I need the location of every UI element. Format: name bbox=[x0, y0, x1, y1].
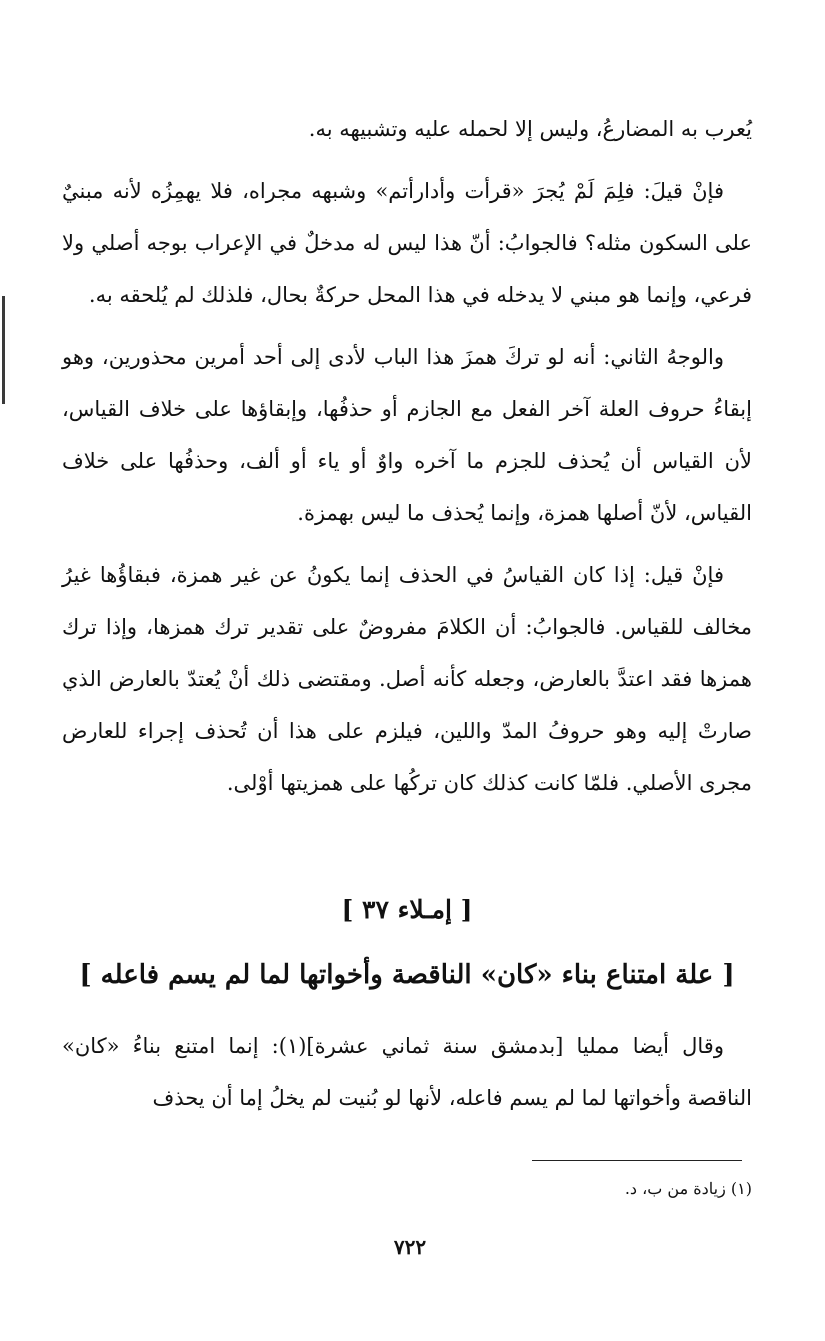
page-number: ٧٢٢ bbox=[393, 1235, 427, 1259]
closing-paragraph: وقال أيضا ممليا [بدمشق سنة ثماني عشرة](١): إنما امتنع بناءُ «كان» الناقصة وأخواتها لما لم يسم فاعله، لأنها لو بُنيت لم يخلُ إما أن يحذف bbox=[62, 1034, 752, 1110]
paragraph-4: فإنْ قيل: إذا كان القياسُ في الحذف إنما يكونُ عن غير همزة، فبقاؤُها غيرُ مخالف للقياس. فالجوابُ: أن الكلامَ مفروضٌ على تقدير ترك همزها، وإذا ترك همزها فقد اعتدَّ بالعارض، وجعله كأنه أصل. ومقتضى ذلك أنْ يُعتدّ بالعارض الذي صارتْ إليه وهو حروفُ المدّ واللين، فيلزم على هذا أن تُحذف إجراء للعارض مجرى الأصلي. فلمّا كانت كذلك كان تركُها على همزيتها أوْلى. bbox=[62, 563, 752, 795]
binding-edge-mark bbox=[2, 296, 5, 404]
main-text bbox=[62, 103, 752, 809]
section-title: [ علة امتناع بناء «كان» الناقصة وأخواتها لما لم يسم فاعله ] bbox=[79, 960, 735, 990]
footnote: (١) زيادة من ب، د. bbox=[624, 1179, 752, 1198]
footnote-divider bbox=[532, 1160, 742, 1161]
paragraph-1: يُعرب به المضارعُ، وليس إلا لحمله عليه وتشبيهه به. bbox=[308, 117, 752, 141]
section-label: [ إمـلاء ٣٧ ] bbox=[341, 895, 473, 924]
paragraph-3: والوجهُ الثاني: أنه لو تركَ همزَ هذا الباب لأدى إلى أحد أمرين محذورين، وهو إبقاءُ حروف العلة آخر الفعل مع الجازم أو حذفُها، وإبقاؤها على خلاف القياس، لأن القياس أن يُحذف للجزم ما آخره واوٌ أو ياء أو ألف، وحذفُها على خلاف القياس، لأنّ أصلها همزة، وإنما يُحذف ما ليس بهمزة. bbox=[62, 345, 752, 525]
closing-text bbox=[62, 1020, 752, 1124]
paragraph-2: فإنْ قيلَ: فلِمَ لَمْ يُجرَ «قرأت وأدارأتم» وشبهه مجراه، فلا يهمِزُه لأنه مبنيٌ على السكون مثله؟ فالجوابُ: أنّ هذا ليس له مدخلٌ في الإعراب بوجه أصلي ولا فرعي، وإنما هو مبني لا يدخله في هذا المحل حركةٌ بحال، فلذلك لم يُلحقه به. bbox=[62, 179, 752, 307]
